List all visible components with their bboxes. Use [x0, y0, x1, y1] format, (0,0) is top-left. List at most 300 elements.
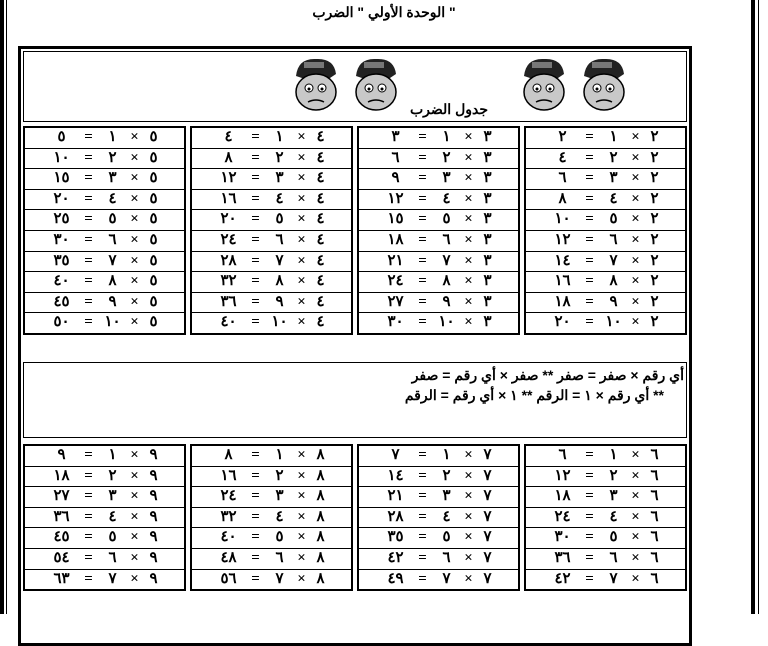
times-sign: × [631, 447, 640, 463]
base-number: ٦ [650, 467, 659, 484]
product: ٣٥ [53, 252, 70, 269]
equals-sign: = [84, 508, 93, 525]
base-number: ٦ [650, 508, 659, 525]
multiplier: ٥ [609, 529, 618, 546]
equation-row [25, 313, 184, 333]
times-sign: × [297, 149, 306, 166]
multiplier: ٤ [442, 190, 451, 207]
equals-sign: = [585, 252, 594, 269]
multiplier: ٢ [442, 149, 451, 166]
equals-sign: = [585, 529, 594, 546]
base-number: ٤ [316, 231, 325, 248]
equation-row [526, 293, 685, 314]
times-sign: × [130, 314, 139, 331]
times-sign: × [464, 149, 473, 166]
multiplier: ٦ [108, 231, 117, 248]
rule-one: ** أي رقم × ١ = الرقم ** ١ × أي رقم = الرقم [404, 387, 664, 403]
base-number: ٦ [650, 549, 659, 566]
multiplier: ٣ [108, 488, 117, 505]
times-sign: × [297, 488, 306, 505]
base-number: ٥ [149, 211, 158, 228]
times-sign: × [631, 190, 640, 207]
times-sign: × [631, 570, 640, 587]
product: ٤٠ [53, 273, 70, 290]
multiplier: ٧ [275, 252, 284, 269]
equation-row [192, 508, 351, 529]
equation-row [192, 549, 351, 570]
product: ١٠ [53, 149, 70, 166]
equation-row [192, 231, 351, 252]
multiplier: ٨ [442, 273, 451, 290]
equation-row [25, 570, 184, 590]
multiplier: ٥ [275, 529, 284, 546]
times-sign: × [130, 129, 139, 145]
equation-row [359, 313, 518, 333]
base-number: ٩ [149, 529, 158, 546]
product: ٥ [57, 129, 66, 145]
base-number: ٦ [650, 488, 659, 505]
times-sign: × [130, 570, 139, 587]
multiplier: ١٠ [104, 314, 121, 331]
product: ٢٠ [220, 211, 237, 228]
times-sign: × [130, 467, 139, 484]
equals-sign: = [418, 129, 427, 145]
equals-sign: = [585, 314, 594, 331]
equals-sign: = [418, 252, 427, 269]
multiplier: ٣ [609, 488, 618, 505]
equation-row [526, 272, 685, 293]
base-number: ٥ [149, 273, 158, 290]
product: ٨ [224, 447, 233, 463]
times-sign: × [297, 293, 306, 310]
base-number: ٦ [650, 447, 659, 463]
product: ٢٨ [387, 508, 404, 525]
page-right-border [751, 0, 755, 614]
product: ٧ [391, 447, 400, 463]
base-number: ٤ [316, 273, 325, 290]
multiplier: ٢ [609, 149, 618, 166]
equation-row [526, 190, 685, 211]
equation-row [359, 293, 518, 314]
equals-sign: = [585, 211, 594, 228]
cartoon-face-icon [574, 56, 630, 114]
equation-row [25, 549, 184, 570]
base-number: ٢ [650, 231, 659, 248]
base-number: ٥ [149, 314, 158, 331]
equation-row [192, 210, 351, 231]
equals-sign: = [251, 570, 260, 587]
times-sign: × [297, 231, 306, 248]
equation-row [359, 528, 518, 549]
equals-sign: = [251, 467, 260, 484]
times-sign: × [130, 549, 139, 566]
equation-row [192, 149, 351, 170]
product: ٢٠ [554, 314, 571, 331]
base-number: ٨ [316, 529, 325, 546]
base-number: ٦ [650, 529, 659, 546]
multiplier: ١٠ [438, 314, 455, 331]
base-number: ٧ [483, 508, 492, 525]
times-sign: × [297, 211, 306, 228]
base-number: ٤ [316, 293, 325, 310]
times-sign: × [464, 273, 473, 290]
times-sign: × [464, 190, 473, 207]
multiplier: ٩ [275, 293, 284, 310]
cartoon-face-icon [514, 56, 570, 114]
equals-sign: = [418, 190, 427, 207]
product: ٢ [558, 129, 567, 145]
multiplier: ٢ [275, 467, 284, 484]
product: ٣٦ [53, 508, 70, 525]
base-number: ٧ [483, 447, 492, 463]
base-number: ٨ [316, 570, 325, 587]
base-number: ٣ [483, 231, 492, 248]
product: ٢١ [387, 488, 404, 505]
equation-row [359, 252, 518, 273]
times-sign: × [130, 211, 139, 228]
equation-row [359, 190, 518, 211]
times-sign: × [297, 314, 306, 331]
multiplier: ٤ [442, 508, 451, 525]
times-sign: × [464, 570, 473, 587]
product: ٥٤ [53, 549, 70, 566]
times-sign: × [130, 149, 139, 166]
times-table-4 [23, 126, 186, 335]
times-sign: × [130, 447, 139, 463]
equals-sign: = [84, 252, 93, 269]
equals-sign: = [84, 293, 93, 310]
multiplier: ٦ [108, 549, 117, 566]
product: ٣٢ [220, 273, 237, 290]
base-number: ٥ [149, 149, 158, 166]
multiplier: ٧ [442, 570, 451, 587]
base-number: ٤ [316, 252, 325, 269]
multiplier: ٣ [275, 488, 284, 505]
equals-sign: = [418, 570, 427, 587]
equals-sign: = [251, 508, 260, 525]
times-sign: × [464, 488, 473, 505]
equals-sign: = [418, 211, 427, 228]
product: ١٤ [387, 467, 404, 484]
product: ٣٠ [53, 231, 70, 248]
product: ٤ [224, 129, 233, 145]
product: ٦٣ [53, 570, 70, 587]
product: ١٦ [220, 190, 237, 207]
times-sign: × [464, 252, 473, 269]
base-number: ٣ [483, 211, 492, 228]
multiplier: ٩ [108, 293, 117, 310]
times-sign: × [631, 549, 640, 566]
times-sign: × [464, 211, 473, 228]
equals-sign: = [418, 293, 427, 310]
base-number: ٨ [316, 447, 325, 463]
base-number: ٣ [483, 190, 492, 207]
equation-row [25, 169, 184, 190]
cartoon-face-icon [346, 56, 402, 114]
multiplication-sheet [18, 46, 692, 646]
times-table-2 [357, 444, 520, 591]
equation-row [192, 570, 351, 590]
equals-sign: = [585, 467, 594, 484]
equals-sign: = [84, 149, 93, 166]
equation-row [192, 272, 351, 293]
equals-sign: = [418, 447, 427, 463]
multiplier: ٦ [442, 231, 451, 248]
product: ٤٥ [53, 293, 70, 310]
multiplier: ١ [108, 129, 117, 145]
product: ٣ [391, 129, 400, 145]
equals-sign: = [84, 467, 93, 484]
multiplier: ٥ [442, 529, 451, 546]
times-sign: × [464, 467, 473, 484]
base-number: ٧ [483, 549, 492, 566]
product: ٣٠ [554, 529, 571, 546]
base-number: ٥ [149, 170, 158, 187]
times-sign: × [297, 529, 306, 546]
equals-sign: = [418, 488, 427, 505]
equation-row [192, 128, 351, 149]
product: ١٤ [554, 252, 571, 269]
equals-sign: = [251, 170, 260, 187]
equals-sign: = [84, 549, 93, 566]
equals-sign: = [585, 447, 594, 463]
times-sign: × [130, 273, 139, 290]
base-number: ٣ [483, 252, 492, 269]
equation-row [359, 570, 518, 590]
product: ١٨ [554, 488, 571, 505]
base-number: ٥ [149, 231, 158, 248]
equals-sign: = [418, 529, 427, 546]
times-sign: × [464, 549, 473, 566]
base-number: ٨ [316, 488, 325, 505]
equation-row [25, 252, 184, 273]
multiplier: ٦ [442, 549, 451, 566]
equation-row [526, 508, 685, 529]
base-number: ٦ [650, 570, 659, 587]
equals-sign: = [251, 293, 260, 310]
base-number: ٤ [316, 149, 325, 166]
equals-sign: = [418, 273, 427, 290]
equals-sign: = [251, 314, 260, 331]
base-number: ٤ [316, 211, 325, 228]
product: ٩ [391, 170, 400, 187]
equals-sign: = [585, 231, 594, 248]
equation-row [359, 549, 518, 570]
base-number: ٥ [149, 252, 158, 269]
base-number: ٨ [316, 467, 325, 484]
base-number: ٥ [149, 129, 158, 145]
times-sign: × [464, 170, 473, 187]
multiplier: ٥ [442, 211, 451, 228]
equation-row [526, 210, 685, 231]
product: ٨ [224, 149, 233, 166]
multiplier: ٥ [108, 211, 117, 228]
product: ١٠ [554, 211, 571, 228]
equals-sign: = [251, 252, 260, 269]
multiplier: ٧ [609, 570, 618, 587]
base-number: ٤ [316, 170, 325, 187]
product: ٣٦ [220, 293, 237, 310]
base-number: ٢ [650, 211, 659, 228]
multiplier: ١ [275, 447, 284, 463]
equals-sign: = [585, 293, 594, 310]
times-sign: × [297, 570, 306, 587]
times-table-1 [524, 444, 687, 591]
base-number: ٣ [483, 170, 492, 187]
product: ٤٠ [220, 314, 237, 331]
product: ٤٢ [554, 570, 571, 587]
equation-row [359, 169, 518, 190]
times-sign: × [130, 252, 139, 269]
times-sign: × [464, 293, 473, 310]
base-number: ٢ [650, 170, 659, 187]
product: ٤٢ [387, 549, 404, 566]
equals-sign: = [84, 570, 93, 587]
equals-sign: = [418, 314, 427, 331]
base-number: ٩ [149, 570, 158, 587]
equals-sign: = [585, 170, 594, 187]
multiplier: ٧ [609, 252, 618, 269]
times-sign: × [631, 314, 640, 331]
times-sign: × [297, 190, 306, 207]
multiplier: ٢ [275, 149, 284, 166]
equation-row [25, 446, 184, 467]
multiplier: ٣ [609, 170, 618, 187]
product: ١٦ [220, 467, 237, 484]
product: ٦ [558, 447, 567, 463]
multiplier: ٤ [609, 508, 618, 525]
equals-sign: = [251, 190, 260, 207]
equation-row [192, 467, 351, 488]
multiplier: ٢ [108, 467, 117, 484]
multiplier: ١ [609, 129, 618, 145]
equals-sign: = [585, 129, 594, 145]
times-sign: × [130, 508, 139, 525]
times-sign: × [631, 488, 640, 505]
multiplier: ٨ [609, 273, 618, 290]
multiplier: ٤ [275, 508, 284, 525]
equals-sign: = [418, 549, 427, 566]
equation-row [359, 128, 518, 149]
multiplier: ٩ [442, 293, 451, 310]
multiplier: ١٠ [271, 314, 288, 331]
product: ٢٤ [220, 488, 237, 505]
equation-row [359, 467, 518, 488]
multiplier: ٥ [108, 529, 117, 546]
equals-sign: = [418, 170, 427, 187]
equals-sign: = [251, 488, 260, 505]
times-sign: × [631, 211, 640, 228]
equals-sign: = [84, 314, 93, 331]
product: ٣٢ [220, 508, 237, 525]
equation-row [25, 272, 184, 293]
page-left-border [0, 0, 4, 614]
times-sign: × [130, 190, 139, 207]
multiplier: ٤ [609, 190, 618, 207]
equals-sign: = [84, 170, 93, 187]
equation-row [25, 149, 184, 170]
multiplier: ٢ [108, 149, 117, 166]
equals-sign: = [418, 149, 427, 166]
multiplier: ١ [108, 447, 117, 463]
multiplier: ٢ [609, 467, 618, 484]
product: ٣٦ [554, 549, 571, 566]
product: ٩ [57, 447, 66, 463]
base-number: ٢ [650, 149, 659, 166]
product: ٤٩ [387, 570, 404, 587]
base-number: ٩ [149, 447, 158, 463]
times-sign: × [631, 273, 640, 290]
equals-sign: = [585, 273, 594, 290]
times-sign: × [297, 252, 306, 269]
multiplier: ٧ [108, 252, 117, 269]
unit-title: الوحدة الأولي " الضرب " [312, 4, 456, 20]
product: ١٢ [554, 231, 571, 248]
equals-sign: = [251, 549, 260, 566]
times-sign: × [297, 129, 306, 145]
base-number: ٧ [483, 570, 492, 587]
equals-sign: = [251, 529, 260, 546]
multiplier: ٣ [108, 170, 117, 187]
equation-row [526, 528, 685, 549]
product: ١٢ [220, 170, 237, 187]
equals-sign: = [418, 467, 427, 484]
equation-row [526, 313, 685, 333]
base-number: ٣ [483, 314, 492, 331]
equals-sign: = [84, 488, 93, 505]
equals-sign: = [84, 447, 93, 463]
equation-row [526, 231, 685, 252]
equation-row [359, 446, 518, 467]
times-sign: × [297, 467, 306, 484]
equation-row [192, 313, 351, 333]
product: ٢٨ [220, 252, 237, 269]
multiplier: ٥ [275, 211, 284, 228]
equals-sign: = [585, 508, 594, 525]
base-number: ٣ [483, 129, 492, 145]
equals-sign: = [418, 508, 427, 525]
times-sign: × [297, 549, 306, 566]
equals-sign: = [585, 190, 594, 207]
product: ٢١ [387, 252, 404, 269]
product: ١٨ [387, 231, 404, 248]
product: ١٢ [554, 467, 571, 484]
times-sign: × [130, 293, 139, 310]
equals-sign: = [585, 149, 594, 166]
base-number: ٣ [483, 273, 492, 290]
times-sign: × [631, 467, 640, 484]
times-sign: × [130, 170, 139, 187]
multiplier: ٣ [442, 488, 451, 505]
times-table-4 [23, 444, 186, 591]
equation-row [25, 231, 184, 252]
times-sign: × [297, 273, 306, 290]
equals-sign: = [251, 129, 260, 145]
equals-sign: = [84, 129, 93, 145]
product: ٢٤ [220, 231, 237, 248]
product: ٥٦ [220, 570, 237, 587]
equation-row [25, 210, 184, 231]
equation-row [526, 446, 685, 467]
equation-row [192, 293, 351, 314]
equation-row [192, 487, 351, 508]
equation-row [25, 528, 184, 549]
equals-sign: = [84, 190, 93, 207]
multiplier: ٨ [275, 273, 284, 290]
product: ٨ [558, 190, 567, 207]
base-number: ٢ [650, 252, 659, 269]
multiplier: ٧ [108, 570, 117, 587]
